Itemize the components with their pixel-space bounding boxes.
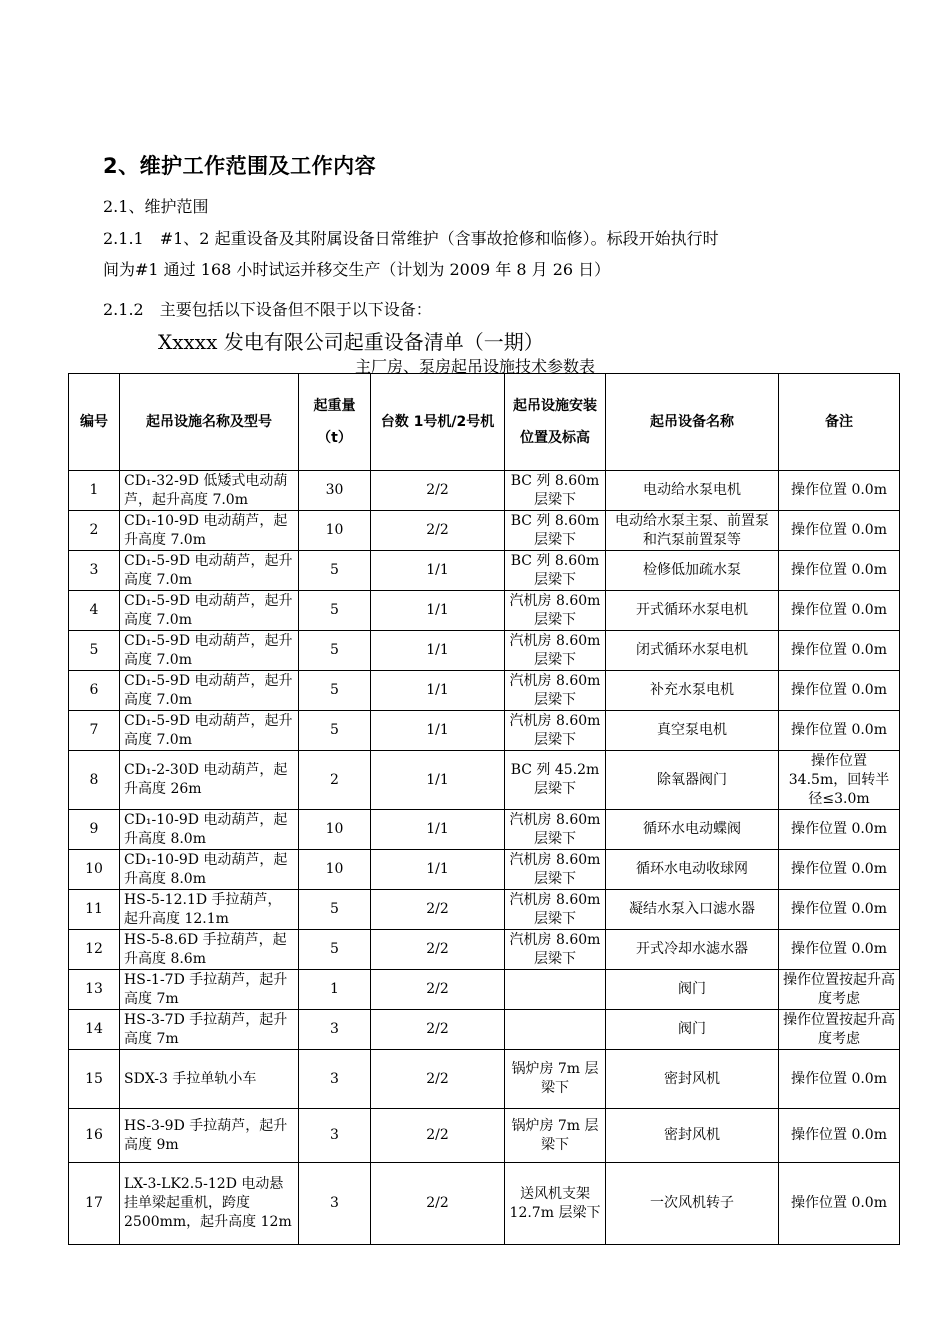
row-remark: 操作位置 0.0m [779, 471, 900, 511]
row-equipment: 开式循环水泵电机 [606, 591, 779, 631]
row-remark: 操作位置 0.0m [779, 810, 900, 850]
row-units: 2/2 [371, 970, 505, 1010]
row-location: BC 列 45.2m 层梁下 [505, 751, 606, 810]
table-row [69, 850, 900, 890]
list-title: Xxxxx 发电有限公司起重设备清单（一期） [158, 330, 544, 354]
row-no: 7 [69, 711, 120, 751]
row-no: 1 [69, 471, 120, 511]
row-location: BC 列 8.60m 层梁下 [505, 551, 606, 591]
row-remark: 操作位置 0.0m [779, 591, 900, 631]
row-no: 4 [69, 591, 120, 631]
row-equipment: 密封风机 [606, 1050, 779, 1109]
row-no: 10 [69, 850, 120, 890]
row-units: 1/1 [371, 850, 505, 890]
row-capacity: 5 [299, 551, 371, 591]
row-equipment: 阀门 [606, 1010, 779, 1050]
row-name: CD₁-10-9D 电动葫芦，起升高度 8.0m [120, 810, 299, 850]
row-location: BC 列 8.60m 层梁下 [505, 471, 606, 511]
row-name: CD₁-5-9D 电动葫芦，起升高度 7.0m [120, 591, 299, 631]
row-location: 汽机房 8.60m 层梁下 [505, 711, 606, 751]
header-location: 起吊设施安装位置及标高 [505, 374, 606, 471]
row-capacity: 3 [299, 1050, 371, 1109]
row-capacity: 5 [299, 671, 371, 711]
row-name: HS-3-9D 手拉葫芦，起升高度 9m [120, 1109, 299, 1163]
table-row [69, 1010, 900, 1050]
row-name: SDX-3 手拉单轨小车 [120, 1050, 299, 1109]
row-location: 锅炉房 7m 层梁下 [505, 1109, 606, 1163]
row-remark: 操作位置 0.0m [779, 671, 900, 711]
row-name: CD₁-5-9D 电动葫芦，起升高度 7.0m [120, 631, 299, 671]
row-units: 1/1 [371, 751, 505, 810]
row-remark: 操作位置 0.0m [779, 511, 900, 551]
row-units: 2/2 [371, 1163, 505, 1245]
row-no: 2 [69, 511, 120, 551]
row-capacity: 3 [299, 1163, 371, 1245]
row-remark: 操作位置 0.0m [779, 890, 900, 930]
row-remark: 操作位置 0.0m [779, 930, 900, 970]
row-location: 汽机房 8.60m 层梁下 [505, 591, 606, 631]
row-units: 2/2 [371, 1010, 505, 1050]
row-units: 2/2 [371, 471, 505, 511]
row-units: 2/2 [371, 930, 505, 970]
row-location: 汽机房 8.60m 层梁下 [505, 850, 606, 890]
header-capacity: 起重量（t） [299, 374, 371, 471]
row-remark: 操作位置按起升高度考虑 [779, 970, 900, 1010]
table-row [69, 671, 900, 711]
row-capacity: 5 [299, 631, 371, 671]
row-no: 5 [69, 631, 120, 671]
row-name: CD₁-2-30D 电动葫芦，起升高度 26m [120, 751, 299, 810]
row-units: 1/1 [371, 671, 505, 711]
row-capacity: 5 [299, 711, 371, 751]
row-equipment: 闭式循环水泵电机 [606, 631, 779, 671]
row-capacity: 10 [299, 850, 371, 890]
row-location: 锅炉房 7m 层梁下 [505, 1050, 606, 1109]
row-equipment: 循环水电动蝶阀 [606, 810, 779, 850]
row-name: CD₁-5-9D 电动葫芦，起升高度 7.0m [120, 711, 299, 751]
row-equipment: 循环水电动收球网 [606, 850, 779, 890]
row-no: 14 [69, 1010, 120, 1050]
row-equipment: 一次风机转子 [606, 1163, 779, 1245]
table-row [69, 711, 900, 751]
table-row [69, 1050, 900, 1109]
row-name: CD₁-5-9D 电动葫芦，起升高度 7.0m [120, 551, 299, 591]
row-equipment: 补充水泵电机 [606, 671, 779, 711]
row-units: 2/2 [371, 890, 505, 930]
row-location: 汽机房 8.60m 层梁下 [505, 671, 606, 711]
paragraph-2: 2.1.2 主要包括以下设备但不限于以下设备： [103, 300, 432, 319]
header-name: 起吊设施名称及型号 [120, 374, 299, 471]
row-name: CD₁-10-9D 电动葫芦，起升高度 8.0m [120, 850, 299, 890]
row-remark: 操作位置按起升高度考虑 [779, 1010, 900, 1050]
row-capacity: 5 [299, 930, 371, 970]
row-remark: 操作位置 34.5m，回转半径≤3.0m [779, 751, 900, 810]
row-equipment: 检修低加疏水泵 [606, 551, 779, 591]
row-name: CD₁-32-9D 低矮式电动葫芦，起升高度 7.0m [120, 471, 299, 511]
row-no: 6 [69, 671, 120, 711]
header-no: 编号 [69, 374, 120, 471]
row-remark: 操作位置 0.0m [779, 1163, 900, 1245]
row-name: CD₁-5-9D 电动葫芦，起升高度 7.0m [120, 671, 299, 711]
row-no: 17 [69, 1163, 120, 1245]
table-row [69, 970, 900, 1010]
row-location [505, 1010, 606, 1050]
row-remark: 操作位置 0.0m [779, 711, 900, 751]
table-row [69, 1163, 900, 1245]
table-row [69, 551, 900, 591]
row-capacity: 5 [299, 890, 371, 930]
row-units: 1/1 [371, 591, 505, 631]
table-row [69, 471, 900, 511]
row-name: HS-5-12.1D 手拉葫芦，起升高度 12.1m [120, 890, 299, 930]
row-capacity: 3 [299, 1010, 371, 1050]
row-equipment: 阀门 [606, 970, 779, 1010]
table-row [69, 591, 900, 631]
row-equipment: 除氧器阀门 [606, 751, 779, 810]
row-units: 1/1 [371, 711, 505, 751]
row-capacity: 5 [299, 591, 371, 631]
row-name: HS-3-7D 手拉葫芦，起升高度 7m [120, 1010, 299, 1050]
row-units: 1/1 [371, 810, 505, 850]
table-row [69, 751, 900, 810]
row-remark: 操作位置 0.0m [779, 1050, 900, 1109]
row-capacity: 10 [299, 511, 371, 551]
row-location: 送风机支架 12.7m 层梁下 [505, 1163, 606, 1245]
section-heading: 2、维护工作范围及工作内容 [103, 154, 377, 178]
row-name: LX-3-LK2.5-12D 电动悬挂单梁起重机，跨度 2500mm，起升高度 12m [120, 1163, 299, 1245]
row-units: 1/1 [371, 631, 505, 671]
row-units: 2/2 [371, 511, 505, 551]
row-location: 汽机房 8.60m 层梁下 [505, 631, 606, 671]
paragraph-1-line-1: 2.1.1 #1、2 起重设备及其附属设备日常维护（含事故抢修和临修）。标段开始执行时 [103, 229, 719, 248]
row-name: HS-5-8.6D 手拉葫芦，起升高度 8.6m [120, 930, 299, 970]
row-remark: 操作位置 0.0m [779, 631, 900, 671]
row-no: 15 [69, 1050, 120, 1109]
table-row [69, 511, 900, 551]
row-name: HS-1-7D 手拉葫芦，起升高度 7m [120, 970, 299, 1010]
row-equipment: 开式冷却水滤水器 [606, 930, 779, 970]
row-location: 汽机房 8.60m 层梁下 [505, 930, 606, 970]
row-location: 汽机房 8.60m 层梁下 [505, 810, 606, 850]
row-no: 8 [69, 751, 120, 810]
row-location [505, 970, 606, 1010]
row-remark: 操作位置 0.0m [779, 850, 900, 890]
table-row [69, 1109, 900, 1163]
sub-heading: 2.1、维护范围 [103, 197, 209, 216]
row-capacity: 2 [299, 751, 371, 810]
table-row [69, 890, 900, 930]
table-caption: 主厂房、泵房起吊设施技术参数表 [354, 357, 595, 376]
row-no: 16 [69, 1109, 120, 1163]
row-no: 3 [69, 551, 120, 591]
row-equipment: 凝结水泵入口滤水器 [606, 890, 779, 930]
row-capacity: 10 [299, 810, 371, 850]
paragraph-1-line-2: 间为#1 通过 168 小时试运并移交生产（计划为 2009 年 8 月 26 日） [103, 260, 611, 279]
row-equipment: 密封风机 [606, 1109, 779, 1163]
row-equipment: 电动给水泵主泵、前置泵和汽泵前置泵等 [606, 511, 779, 551]
row-equipment: 电动给水泵电机 [606, 471, 779, 511]
row-capacity: 30 [299, 471, 371, 511]
row-location: 汽机房 8.60m 层梁下 [505, 890, 606, 930]
row-equipment: 真空泵电机 [606, 711, 779, 751]
header-remarks: 备注 [779, 374, 900, 471]
row-name: CD₁-10-9D 电动葫芦，起升高度 7.0m [120, 511, 299, 551]
row-remark: 操作位置 0.0m [779, 1109, 900, 1163]
row-units: 2/2 [371, 1050, 505, 1109]
equipment-table [68, 373, 900, 1245]
header-equipment: 起吊设备名称 [606, 374, 779, 471]
row-units: 1/1 [371, 551, 505, 591]
row-no: 9 [69, 810, 120, 850]
row-location: BC 列 8.60m 层梁下 [505, 511, 606, 551]
table-row [69, 810, 900, 850]
row-no: 13 [69, 970, 120, 1010]
table-header-row [69, 374, 900, 471]
row-remark: 操作位置 0.0m [779, 551, 900, 591]
row-units: 2/2 [371, 1109, 505, 1163]
header-units: 台数 1号机/2号机 [371, 374, 505, 471]
row-no: 12 [69, 930, 120, 970]
table-row [69, 930, 900, 970]
table-row [69, 631, 900, 671]
row-capacity: 3 [299, 1109, 371, 1163]
row-no: 11 [69, 890, 120, 930]
row-capacity: 1 [299, 970, 371, 1010]
